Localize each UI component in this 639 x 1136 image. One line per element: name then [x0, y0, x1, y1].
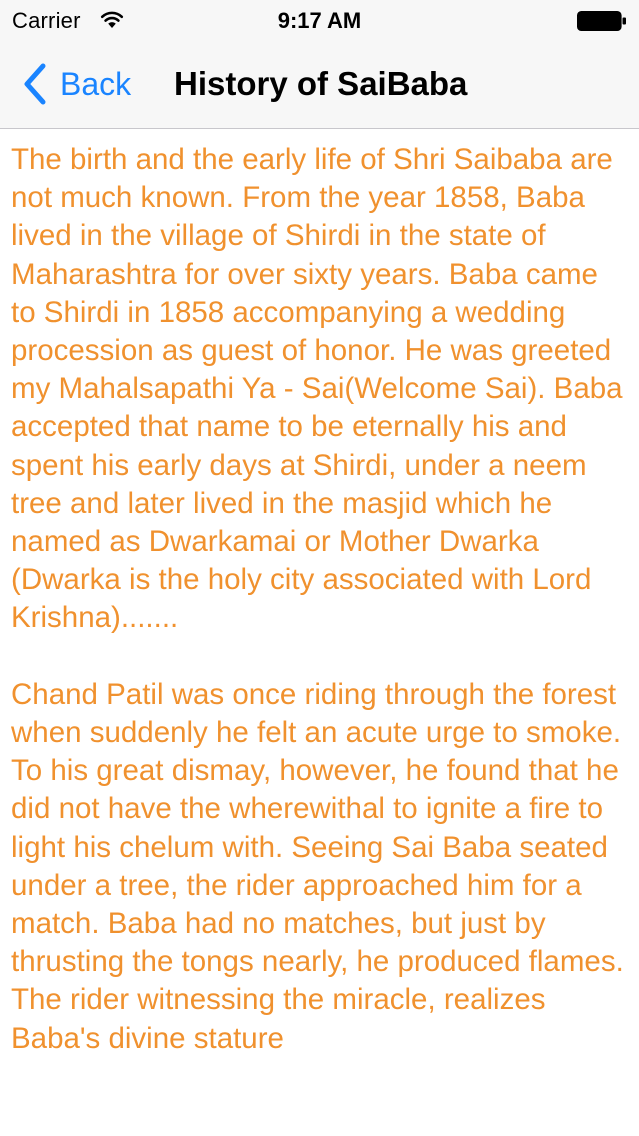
navigation-bar: [0, 40, 639, 129]
status-bar: [0, 0, 639, 40]
back-button[interactable]: [22, 62, 131, 106]
history-paragraph-1: The birth and the early life of Shri Saibaba are not much known. From the year 1858, Baba lived in the village of Shirdi in the state of Maharashtra for over sixty years. Baba came to Shirdi in 1858 accompanying a wedding procession as guest of honor. He was greeted my Mahalsapathi Ya - Sai(Welcome Sai). Baba accepted that name to be eternally his and spent his early days at Shirdi, under a neem tree and later lived in the masjid which he named as Dwarkamai or Mother Dwarka (Dwarka is the holy city associated with Lord Krishna).......: [11, 143, 623, 635]
history-content[interactable]: [0, 129, 639, 1136]
history-paragraph-2: Chand Patil was once riding through the forest when suddenly he felt an acute urge to smoke. To his great dismay, however, he found that he did not have the wherewithal to ignite a fire to light his chelum with. Seeing Sai Baba seated under a tree, the rider approached him for a match. Baba had no matches, but just by thrusting the tongs nearly, he produced flames. The rider witnessing the miracle, realizes Baba's divine stature: [11, 677, 624, 1055]
carrier-label: Carrier: [12, 8, 81, 33]
paragraph-spacer: [0, 638, 639, 676]
status-time: 9:17 AM: [277, 8, 362, 33]
chevron-left-icon: [22, 63, 48, 105]
back-label: Back: [60, 66, 132, 102]
battery-icon: [577, 11, 627, 31]
page-title: History of SaiBaba: [174, 65, 468, 102]
